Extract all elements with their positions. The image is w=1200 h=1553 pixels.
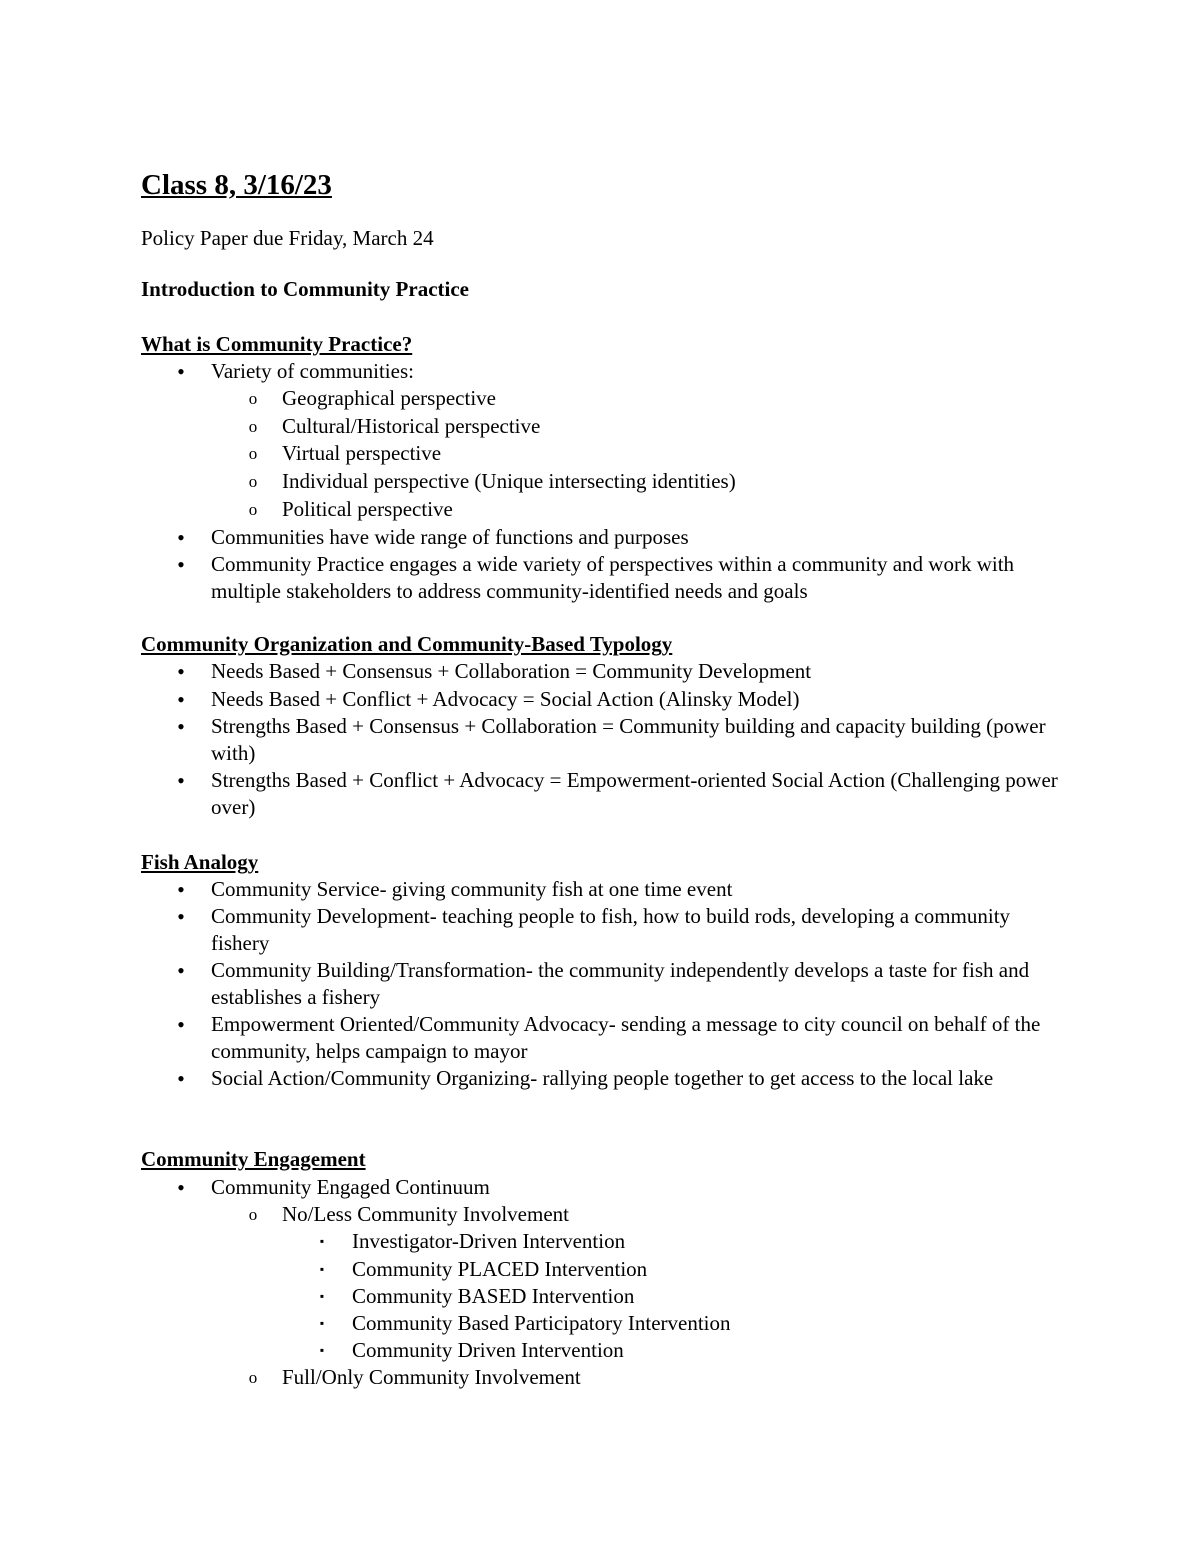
list-item: Community BASED Intervention — [352, 1284, 635, 1308]
section-heading-typology: Community Organization and Community-Based Typology — [141, 632, 673, 656]
bullet-disc-icon: • — [177, 552, 185, 577]
list-item: Individual perspective (Unique intersecting identities) — [282, 469, 736, 493]
bullet-disc-icon: • — [177, 714, 185, 739]
bullet-disc-icon: • — [177, 958, 185, 983]
due-note: Policy Paper due Friday, March 24 — [141, 226, 434, 250]
list-item: Strengths Based + Conflict + Advocacy = Empowerment-oriented Social Action (Challenging power over) — [211, 768, 1058, 819]
bullet-disc-icon: • — [177, 1066, 185, 1091]
bullet-disc-icon: • — [177, 687, 185, 712]
bullet-square-icon: ▪ — [319, 1289, 325, 1303]
bullet-circle-icon: o — [248, 444, 258, 463]
bullet-circle-icon: o — [248, 472, 258, 491]
bullet-disc-icon: • — [177, 904, 185, 929]
list-item: Community Engaged Continuum — [211, 1175, 490, 1199]
bullet-disc-icon: • — [177, 877, 185, 902]
list-item: Geographical perspective — [282, 386, 496, 410]
bullet-disc-icon: • — [177, 659, 185, 684]
list-item: Cultural/Historical perspective — [282, 414, 541, 438]
list-item: Community Building/Transformation- the community independently develops a taste for fish and establishes a fishery — [211, 958, 1030, 1009]
list-item: Needs Based + Consensus + Collaboration = Community Development — [211, 659, 812, 683]
list-item: Community PLACED Intervention — [352, 1257, 648, 1281]
intro-heading: Introduction to Community Practice — [141, 277, 469, 301]
list-item: Community Driven Intervention — [352, 1338, 624, 1362]
bullet-disc-icon: • — [177, 1012, 185, 1037]
list-item: No/Less Community Involvement — [282, 1202, 569, 1226]
bullet-disc-icon: • — [177, 525, 185, 550]
list-item: Variety of communities: — [211, 359, 414, 383]
bullet-disc-icon: • — [177, 768, 185, 793]
bullet-circle-icon: o — [248, 500, 258, 519]
bullet-square-icon: ▪ — [319, 1316, 325, 1330]
list-item: Community Service- giving community fish at one time event — [211, 877, 733, 901]
bullet-disc-icon: • — [177, 1175, 185, 1200]
bullet-circle-icon: o — [248, 389, 258, 408]
list-item: Community Based Participatory Intervention — [352, 1311, 731, 1335]
list-item: Community Practice engages a wide variety of perspectives within a community and work with multiple stakeholders to address community-identified needs and goals — [211, 552, 1015, 603]
bullet-circle-icon: o — [248, 1205, 258, 1224]
list-item: Needs Based + Conflict + Advocacy = Social Action (Alinsky Model) — [211, 687, 800, 711]
bullet-square-icon: ▪ — [319, 1262, 325, 1276]
list-item: Community Development- teaching people to fish, how to build rods, developing a community fishery — [211, 904, 1011, 955]
list-item: Virtual perspective — [282, 441, 442, 465]
list-item: Investigator-Driven Intervention — [352, 1229, 626, 1253]
section-heading-engagement: Community Engagement — [141, 1147, 366, 1171]
page-title: Class 8, 3/16/23 — [141, 169, 332, 201]
list-item: Full/Only Community Involvement — [282, 1365, 581, 1389]
bullet-square-icon: ▪ — [319, 1234, 325, 1248]
list-item: Political perspective — [282, 497, 453, 521]
bullet-square-icon: ▪ — [319, 1343, 325, 1357]
list-item: Communities have wide range of functions and purposes — [211, 525, 689, 549]
section-heading-what-is: What is Community Practice? — [141, 332, 413, 356]
list-item: Strengths Based + Consensus + Collaboration = Community building and capacity building (power with) — [211, 714, 1046, 765]
list-item: Social Action/Community Organizing- rallying people together to get access to the local lake — [211, 1066, 994, 1090]
bullet-circle-icon: o — [248, 1368, 258, 1387]
section-heading-fish: Fish Analogy — [141, 850, 259, 874]
bullet-circle-icon: o — [248, 417, 258, 436]
list-item: Empowerment Oriented/Community Advocacy- sending a message to city council on behalf of the community, helps campaign to mayor — [211, 1012, 1041, 1063]
bullet-disc-icon: • — [177, 359, 185, 384]
